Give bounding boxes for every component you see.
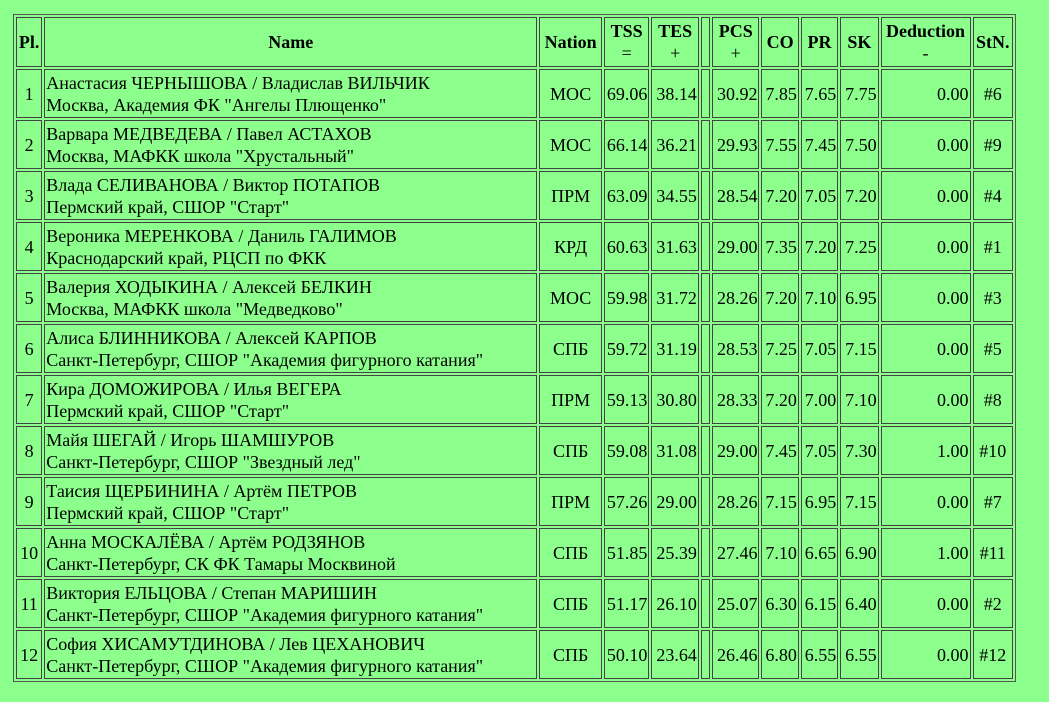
- sk-cell: 7.30: [840, 426, 878, 475]
- stn-cell: #9: [973, 120, 1013, 169]
- club-name: Пермский край, СШОР "Старт": [46, 502, 290, 523]
- nation-cell: ПРМ: [539, 171, 602, 220]
- sk-cell: 6.90: [840, 528, 878, 577]
- header-tes-label: TES: [658, 21, 693, 41]
- place-cell: 8: [16, 426, 42, 475]
- stn-cell: #8: [973, 375, 1013, 424]
- club-name: Санкт-Петербург, СШОР "Академия фигурного катания": [46, 604, 484, 625]
- tss-cell: 57.26: [604, 477, 649, 526]
- header-deduction: [881, 17, 971, 67]
- place-cell: 1: [16, 69, 42, 118]
- nation-cell: МОС: [539, 273, 602, 322]
- table-row: [16, 375, 1013, 424]
- stn-cell: #1: [973, 222, 1013, 271]
- place-cell: 3: [16, 171, 42, 220]
- skater-names: Анастасия ЧЕРНЫШОВА / Владислав ВИЛЬЧИК: [46, 72, 430, 93]
- club-name: Москва, Академия ФК "Ангелы Плющенко": [46, 94, 387, 115]
- club-name: Москва, МАФКК школа "Медведково": [46, 298, 343, 319]
- deduction-cell: 0.00: [881, 375, 971, 424]
- deduction-cell: 0.00: [881, 120, 971, 169]
- tss-cell: 51.85: [604, 528, 649, 577]
- table-row: [16, 273, 1013, 322]
- skater-names: Майя ШЕГАЙ / Игорь ШАМШУРОВ: [46, 429, 335, 450]
- sk-cell: 7.10: [840, 375, 878, 424]
- club-name: Пермский край, СШОР "Старт": [46, 400, 290, 421]
- pcs-cell: 29.00: [712, 222, 759, 271]
- results-table: [13, 14, 1016, 682]
- tss-cell: 66.14: [604, 120, 649, 169]
- name-cell: [44, 273, 537, 322]
- co-cell: 7.20: [761, 171, 798, 220]
- tes-cell: 31.63: [651, 222, 698, 271]
- place-cell: 10: [16, 528, 42, 577]
- pcs-cell: 26.46: [712, 630, 759, 679]
- deduction-cell: 1.00: [881, 426, 971, 475]
- club-name: Санкт-Петербург, СШОР "Звездный лед": [46, 451, 361, 472]
- tes-cell: 34.55: [651, 171, 698, 220]
- tes-cell: 25.39: [651, 528, 698, 577]
- skater-names: Алиса БЛИННИКОВА / Алексей КАРПОВ: [46, 327, 377, 348]
- name-cell: [44, 222, 537, 271]
- nation-cell: МОС: [539, 69, 602, 118]
- name-cell: [44, 69, 537, 118]
- co-cell: 7.20: [761, 273, 798, 322]
- header-deduction-symbol: -: [922, 43, 929, 63]
- stn-cell: #10: [973, 426, 1013, 475]
- name-cell: [44, 375, 537, 424]
- pr-cell: 7.05: [801, 324, 838, 373]
- tes-cell: 29.00: [651, 477, 698, 526]
- nation-cell: СПБ: [539, 579, 602, 628]
- nation-cell: КРД: [539, 222, 602, 271]
- nation-cell: СПБ: [539, 528, 602, 577]
- deduction-cell: 0.00: [881, 222, 971, 271]
- co-cell: 7.35: [761, 222, 798, 271]
- table-row: [16, 426, 1013, 475]
- skater-names: Анна МОСКАЛЁВА / Артём РОДЗЯНОВ: [46, 531, 366, 552]
- name-cell: [44, 324, 537, 373]
- spacer-cell: [701, 171, 710, 220]
- table-row: [16, 69, 1013, 118]
- co-cell: 7.85: [761, 69, 798, 118]
- skater-names: Виктория ЕЛЬЦОВА / Степан МАРИШИН: [46, 582, 377, 603]
- pr-cell: 7.05: [801, 171, 838, 220]
- header-tss: [604, 17, 649, 67]
- header-place: Pl.: [16, 17, 42, 67]
- name-cell: [44, 426, 537, 475]
- pr-cell: 7.65: [801, 69, 838, 118]
- table-row: [16, 222, 1013, 271]
- spacer-cell: [701, 375, 710, 424]
- pr-cell: 7.05: [801, 426, 838, 475]
- place-cell: 12: [16, 630, 42, 679]
- pcs-cell: 27.46: [712, 528, 759, 577]
- skater-names: Таисия ЩЕРБИНИНА / Артём ПЕТРОВ: [46, 480, 358, 501]
- pr-cell: 7.10: [801, 273, 838, 322]
- club-name: Санкт-Петербург, СШОР "Академия фигурного катания": [46, 349, 484, 370]
- pcs-cell: 30.92: [712, 69, 759, 118]
- pr-cell: 7.20: [801, 222, 838, 271]
- table-row: [16, 579, 1013, 628]
- skater-names: Кира ДОМОЖИРОВА / Илья ВЕГЕРА: [46, 378, 342, 399]
- place-cell: 11: [16, 579, 42, 628]
- tss-cell: 59.08: [604, 426, 649, 475]
- name-cell: [44, 120, 537, 169]
- pcs-cell: 28.26: [712, 477, 759, 526]
- place-cell: 2: [16, 120, 42, 169]
- stn-cell: #2: [973, 579, 1013, 628]
- table-row: [16, 324, 1013, 373]
- co-cell: 7.45: [761, 426, 798, 475]
- header-sk: SK: [840, 17, 878, 67]
- sk-cell: 6.95: [840, 273, 878, 322]
- stn-cell: #6: [973, 69, 1013, 118]
- place-cell: 6: [16, 324, 42, 373]
- header-stn: StN.: [973, 17, 1013, 67]
- deduction-cell: 0.00: [881, 69, 971, 118]
- deduction-cell: 0.00: [881, 324, 971, 373]
- spacer-cell: [701, 324, 710, 373]
- tes-cell: 36.21: [651, 120, 698, 169]
- deduction-cell: 0.00: [881, 630, 971, 679]
- spacer-cell: [701, 477, 710, 526]
- stn-cell: #5: [973, 324, 1013, 373]
- tss-cell: 59.13: [604, 375, 649, 424]
- pcs-cell: 28.54: [712, 171, 759, 220]
- sk-cell: 7.25: [840, 222, 878, 271]
- header-co: CO: [761, 17, 798, 67]
- tss-cell: 60.63: [604, 222, 649, 271]
- sk-cell: 7.20: [840, 171, 878, 220]
- nation-cell: ПРМ: [539, 375, 602, 424]
- sk-cell: 6.55: [840, 630, 878, 679]
- deduction-cell: 0.00: [881, 273, 971, 322]
- deduction-cell: 0.00: [881, 579, 971, 628]
- pr-cell: 6.95: [801, 477, 838, 526]
- spacer-cell: [701, 69, 710, 118]
- header-name: Name: [44, 17, 537, 67]
- stn-cell: #12: [973, 630, 1013, 679]
- header-row: [16, 17, 1013, 67]
- place-cell: 7: [16, 375, 42, 424]
- spacer-cell: [701, 579, 710, 628]
- skater-names: Валерия ХОДЫКИНА / Алексей БЕЛКИН: [46, 276, 372, 297]
- tes-cell: 23.64: [651, 630, 698, 679]
- table-row: [16, 477, 1013, 526]
- name-cell: [44, 528, 537, 577]
- co-cell: 7.25: [761, 324, 798, 373]
- header-pcs-symbol: +: [730, 43, 741, 63]
- co-cell: 6.80: [761, 630, 798, 679]
- tes-cell: 26.10: [651, 579, 698, 628]
- nation-cell: СПБ: [539, 426, 602, 475]
- skater-names: София ХИСАМУТДИНОВА / Лев ЦЕХАНОВИЧ: [46, 633, 425, 654]
- pr-cell: 7.00: [801, 375, 838, 424]
- deduction-cell: 0.00: [881, 477, 971, 526]
- stn-cell: #7: [973, 477, 1013, 526]
- sk-cell: 7.50: [840, 120, 878, 169]
- nation-cell: СПБ: [539, 324, 602, 373]
- club-name: Санкт-Петербург, СШОР "Академия фигурного катания": [46, 655, 484, 676]
- co-cell: 7.20: [761, 375, 798, 424]
- tss-cell: 59.72: [604, 324, 649, 373]
- header-pr: PR: [801, 17, 838, 67]
- spacer-cell: [701, 222, 710, 271]
- place-cell: 5: [16, 273, 42, 322]
- place-cell: 9: [16, 477, 42, 526]
- pcs-cell: 28.26: [712, 273, 759, 322]
- name-cell: [44, 579, 537, 628]
- tss-cell: 63.09: [604, 171, 649, 220]
- sk-cell: 7.15: [840, 477, 878, 526]
- club-name: Краснодарский край, РЦСП по ФКК: [46, 247, 327, 268]
- pcs-cell: 28.53: [712, 324, 759, 373]
- name-cell: [44, 477, 537, 526]
- header-deduction-label: Deduction: [886, 21, 966, 41]
- skater-names: Вероника МЕРЕНКОВА / Даниль ГАЛИМОВ: [46, 225, 397, 246]
- table-row: [16, 120, 1013, 169]
- tss-cell: 50.10: [604, 630, 649, 679]
- nation-cell: МОС: [539, 120, 602, 169]
- name-cell: [44, 630, 537, 679]
- pr-cell: 6.55: [801, 630, 838, 679]
- skater-names: Влада СЕЛИВАНОВА / Виктор ПОТАПОВ: [46, 174, 380, 195]
- header-pcs: [712, 17, 759, 67]
- stn-cell: #4: [973, 171, 1013, 220]
- pcs-cell: 25.07: [712, 579, 759, 628]
- co-cell: 7.55: [761, 120, 798, 169]
- table-row: [16, 528, 1013, 577]
- club-name: Санкт-Петербург, СК ФК Тамары Москвиной: [46, 553, 396, 574]
- deduction-cell: 1.00: [881, 528, 971, 577]
- nation-cell: ПРМ: [539, 477, 602, 526]
- table-row: [16, 630, 1013, 679]
- place-cell: 4: [16, 222, 42, 271]
- tes-cell: 38.14: [651, 69, 698, 118]
- tss-cell: 59.98: [604, 273, 649, 322]
- stn-cell: #3: [973, 273, 1013, 322]
- tes-cell: 31.19: [651, 324, 698, 373]
- co-cell: 7.10: [761, 528, 798, 577]
- header-tss-label: TSS: [610, 21, 643, 41]
- table-row: [16, 171, 1013, 220]
- deduction-cell: 0.00: [881, 171, 971, 220]
- pcs-cell: 29.00: [712, 426, 759, 475]
- spacer-cell: [701, 273, 710, 322]
- pr-cell: 7.45: [801, 120, 838, 169]
- tes-cell: 30.80: [651, 375, 698, 424]
- tss-cell: 69.06: [604, 69, 649, 118]
- header-spacer: [701, 17, 710, 67]
- header-nation: Nation: [539, 17, 602, 67]
- header-tss-symbol: =: [621, 43, 632, 63]
- club-name: Пермский край, СШОР "Старт": [46, 196, 290, 217]
- spacer-cell: [701, 426, 710, 475]
- pr-cell: 6.65: [801, 528, 838, 577]
- pr-cell: 6.15: [801, 579, 838, 628]
- header-pcs-label: PCS: [718, 21, 753, 41]
- skater-names: Варвара МЕДВЕДЕВА / Павел АСТАХОВ: [46, 123, 372, 144]
- spacer-cell: [701, 120, 710, 169]
- sk-cell: 7.75: [840, 69, 878, 118]
- pcs-cell: 28.33: [712, 375, 759, 424]
- nation-cell: СПБ: [539, 630, 602, 679]
- spacer-cell: [701, 630, 710, 679]
- club-name: Москва, МАФКК школа "Хрустальный": [46, 145, 355, 166]
- spacer-cell: [701, 528, 710, 577]
- stn-cell: #11: [973, 528, 1013, 577]
- sk-cell: 6.40: [840, 579, 878, 628]
- pcs-cell: 29.93: [712, 120, 759, 169]
- header-tes: [651, 17, 698, 67]
- co-cell: 7.15: [761, 477, 798, 526]
- sk-cell: 7.15: [840, 324, 878, 373]
- tss-cell: 51.17: [604, 579, 649, 628]
- co-cell: 6.30: [761, 579, 798, 628]
- header-tes-symbol: +: [670, 43, 681, 63]
- results-body: [16, 69, 1013, 679]
- name-cell: [44, 171, 537, 220]
- tes-cell: 31.08: [651, 426, 698, 475]
- tes-cell: 31.72: [651, 273, 698, 322]
